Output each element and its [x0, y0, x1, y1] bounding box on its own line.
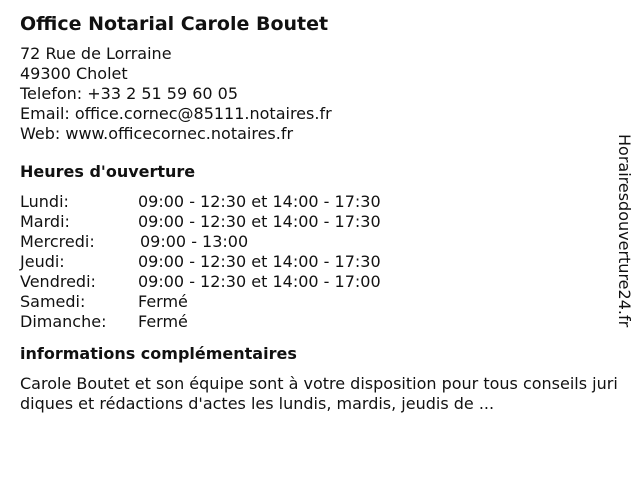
- hours-row-samedi: [20, 292, 620, 312]
- hours-row-mercredi: [20, 232, 620, 252]
- day-hours: Fermé: [138, 292, 188, 311]
- day-hours: Fermé: [138, 312, 188, 331]
- hours-row-mardi: [20, 212, 620, 232]
- day-label: Lundi:: [20, 192, 69, 211]
- day-hours: 09:00 - 12:30 et 14:00 - 17:30: [138, 212, 381, 231]
- address-street: 72 Rue de Lorraine: [20, 44, 172, 63]
- hours-row-jeudi: [20, 252, 620, 272]
- day-hours: 09:00 - 13:00: [140, 232, 249, 251]
- address-city: 49300 Cholet: [20, 64, 128, 83]
- hours-row-lundi: [20, 192, 620, 212]
- day-label: Vendredi:: [20, 272, 96, 291]
- hours-table: [20, 192, 620, 332]
- brand-watermark: Horairesdouverture24.fr: [615, 134, 634, 328]
- day-label: Mercredi:: [20, 232, 95, 251]
- day-hours: 09:00 - 12:30 et 14:00 - 17:00: [138, 272, 381, 291]
- day-hours: 09:00 - 12:30 et 14:00 - 17:30: [138, 192, 381, 211]
- day-label: Jeudi:: [20, 252, 65, 271]
- day-hours: 09:00 - 12:30 et 14:00 - 17:30: [138, 252, 381, 271]
- hours-heading: Heures d'ouverture: [20, 162, 196, 181]
- office-title: Office Notarial Carole Boutet: [20, 13, 329, 35]
- hours-row-vendredi: [20, 272, 620, 292]
- web-line: Web: www.officecornec.notaires.fr: [20, 124, 294, 143]
- day-label: Dimanche:: [20, 312, 107, 331]
- office-card: [20, 12, 620, 414]
- phone-line: Telefon: +33 2 51 59 60 05: [20, 84, 239, 103]
- info-heading: informations complémentaires: [20, 344, 297, 363]
- info-text: Carole Boutet et son équipe sont à votre disposition pour tous conseils juridiques et rédactions d'actes les lundis, mardis, jeudis de ...: [20, 374, 618, 413]
- hours-row-dimanche: [20, 312, 620, 332]
- email-line: Email: office.cornec@85111.notaires.fr: [20, 104, 332, 123]
- day-label: Mardi:: [20, 212, 70, 231]
- day-label: Samedi:: [20, 292, 86, 311]
